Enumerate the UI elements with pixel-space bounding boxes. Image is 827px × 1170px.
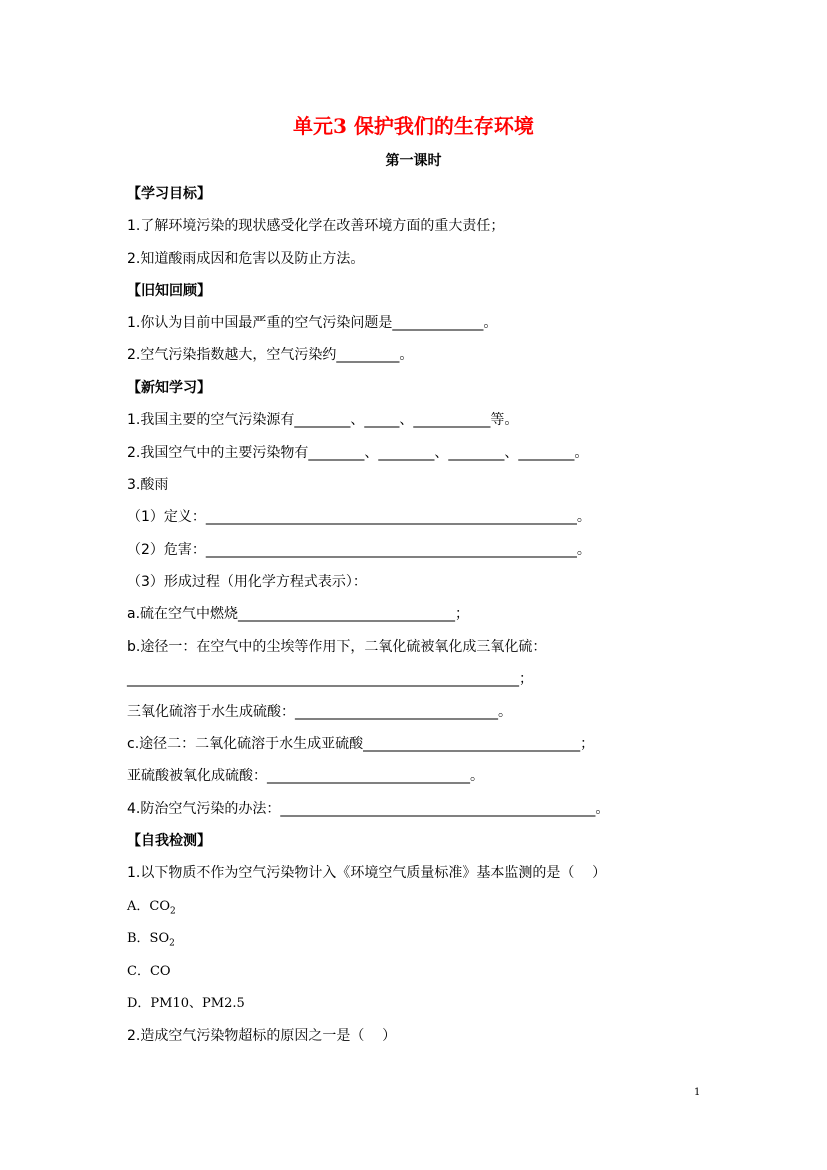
option-b: B．$SO_2$: [127, 931, 175, 949]
review-question-1: 1.你认为目前中国最严重的空气污染问题是_____________。: [127, 315, 498, 331]
check-question-2: 2.造成空气污染物超标的原因之一是（ ）: [127, 1028, 397, 1044]
page-number: 1: [694, 1087, 701, 1098]
option-a: A．$CO_2$: [127, 899, 176, 917]
self-check-header: 【自我检测】: [127, 833, 211, 849]
option-a-text: A．CO: [127, 899, 170, 914]
new-question-2: 2.我国空气中的主要污染物有________、________、________、________。: [127, 445, 589, 461]
goal-1: 1.了解环境污染的现状感受化学在改善环境方面的重大责任；: [127, 218, 505, 234]
step-b-2: 三氧化硫溶于水生成硫酸：_____________________________。: [127, 704, 512, 720]
option-c: C．CO: [127, 964, 171, 979]
step-a: a.硫在空气中燃烧_______________________________；: [127, 606, 470, 622]
goal-2: 2.知道酸雨成因和危害以及防止方法。: [127, 251, 365, 267]
step-b-blank: ________________________________________________________；: [127, 671, 533, 687]
acid-rain-definition: （1）定义：_____________________________________________________。: [127, 509, 591, 525]
page-title: 单元3 保护我们的生存环境: [293, 114, 534, 138]
option-b-text: B．SO: [127, 931, 170, 946]
lesson-subtitle: 第一课时: [385, 153, 442, 169]
review-question-2: 2.空气污染指数越大，空气污染约_________。: [127, 347, 414, 363]
step-c-2: 亚硫酸被氧化成硫酸：_____________________________。: [127, 768, 484, 784]
new-question-3: 3.酸雨: [127, 477, 169, 493]
step-c: c.途径二：二氧化硫溶于水生成亚硫酸_______________________________；: [127, 736, 595, 752]
new-question-4: 4.防治空气污染的办法：_____________________________________________。: [127, 801, 610, 817]
new-question-1: 1.我国主要的空气污染源有________、_____、___________等。: [127, 412, 519, 428]
check-question-1: 1.以下物质不作为空气污染物计入《环境空气质量标准》基本监测的是（ ）: [127, 865, 607, 881]
step-b: b.途径一：在空气中的尘埃等作用下，二氧化硫被氧化成三氧化硫：: [127, 639, 547, 655]
review-header: 【旧知回顾】: [127, 283, 211, 299]
new-learning-header: 【新知学习】: [127, 380, 211, 396]
acid-rain-harm: （2）危害：_____________________________________________________。: [127, 542, 591, 558]
goals-header: 【学习目标】: [127, 186, 211, 202]
acid-rain-formation: （3）形成过程（用化学方程式表示）：: [127, 574, 367, 590]
option-d: D．PM10、PM2.5: [127, 996, 245, 1011]
